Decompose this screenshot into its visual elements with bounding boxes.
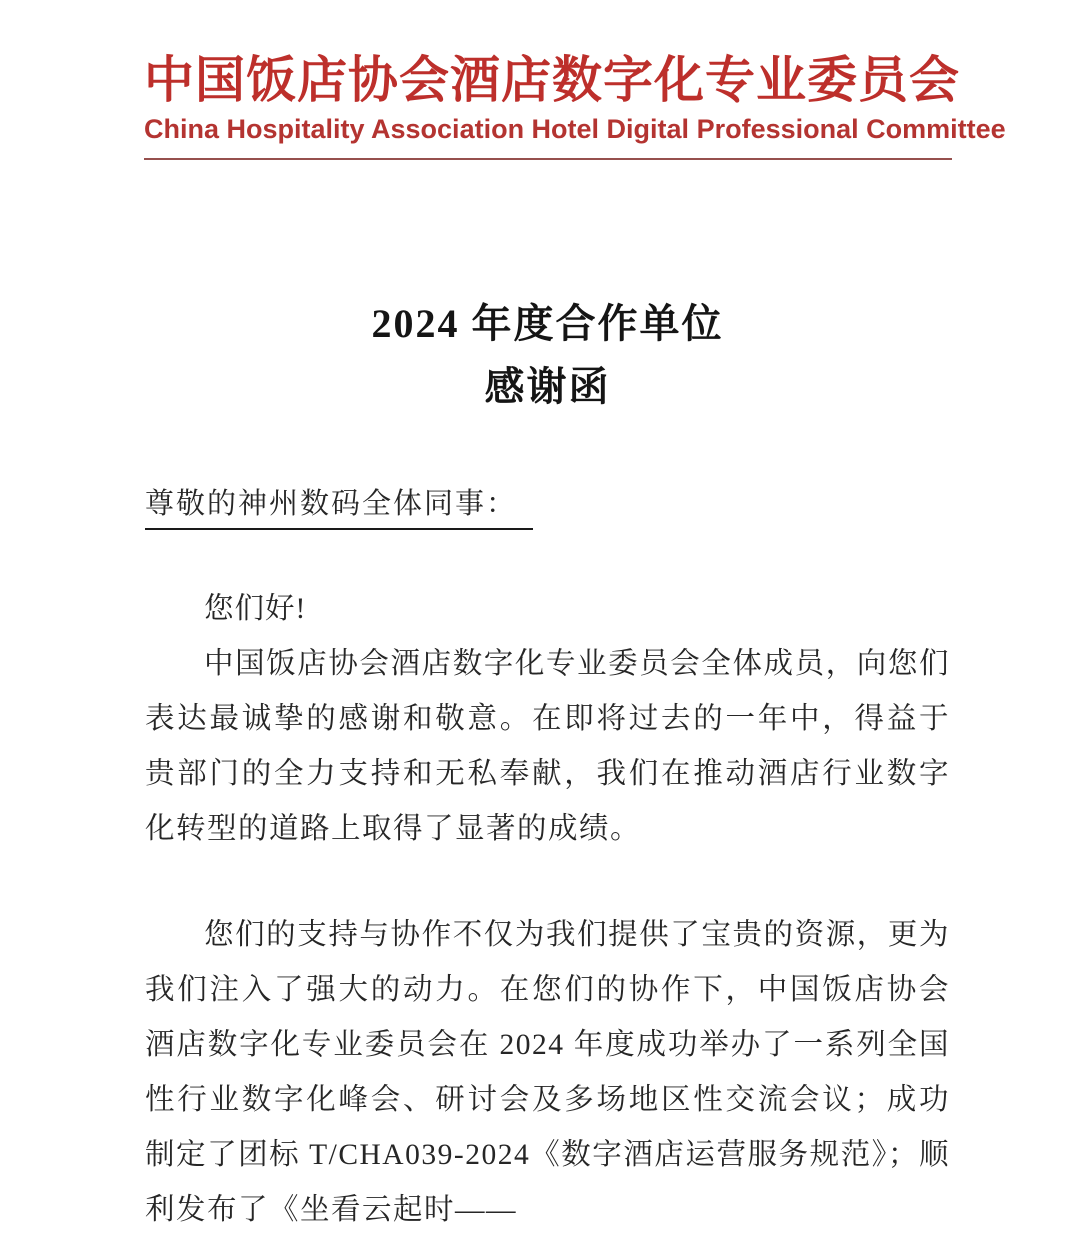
letter-body bbox=[0, 292, 1080, 1238]
letter-title bbox=[145, 292, 950, 418]
letterhead-divider bbox=[144, 158, 952, 160]
paragraph-1: 中国饭店协会酒店数字化专业委员会全体成员，向您们表达最诚挚的感谢和敬意。在即将过去的一年中，得益于贵部门的全力支持和无私奉献，我们在推动酒店行业数字化转型的道路上取得了显著的成绩。 bbox=[145, 648, 950, 846]
org-name-chinese: 中国饭店协会酒店数字化专业委员会 bbox=[144, 52, 960, 108]
letter-title-line2: 感谢函 bbox=[484, 364, 611, 410]
letterhead bbox=[0, 0, 1080, 160]
greeting-line: 您们好! bbox=[204, 593, 307, 626]
paragraph-2: 您们的支持与协作不仅为我们提供了宝贵的资源，更为我们注入了强大的动力。在您们的协作下，中国饭店协会酒店数字化专业委员会在 2024 年度成功举办了一系列全国性行业数字化峰会、研讨会及多场地区性交流会议；成功制定了团标 T/CHA039-2024《数字酒店运营服务规范》；顺利发布了《坐看云起时—— bbox=[145, 919, 950, 1227]
letter-title-line1: 2024 年度合作单位 bbox=[371, 301, 724, 347]
salutation-row bbox=[145, 484, 950, 530]
salutation: 尊敬的神州数码全体同事： bbox=[145, 484, 533, 530]
org-name-english: China Hospitality Association Hotel Digital Professional Committee bbox=[144, 114, 1006, 144]
